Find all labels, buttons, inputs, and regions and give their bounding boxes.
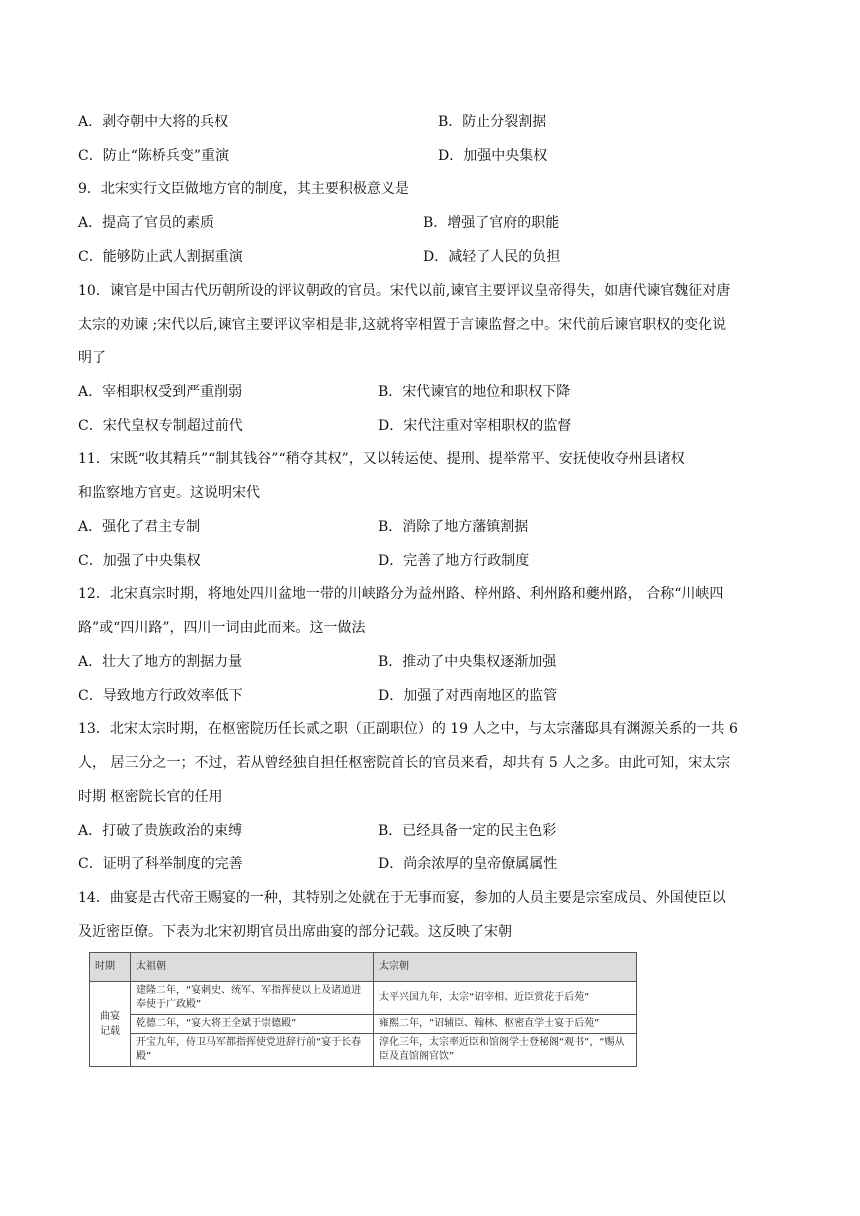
q13-stem-line3: 时期 枢密院长官的任用: [78, 789, 223, 805]
taizong-record-3: 淳化三年，太宗率近臣和馆阁学士登秘阁“观书”，“赐从臣及直馆阁官饮”: [374, 1034, 637, 1067]
table-row: [90, 982, 637, 1015]
row-label-text: 曲宴记载: [100, 1011, 120, 1037]
q14-stem-line2: 及近密臣僚。下表为北宋初期官员出席曲宴的部分记载。这反映了宋朝: [78, 924, 512, 940]
taizong-record-1: 太平兴国九年，太宗“诏宰相、近臣赏花于后苑”: [374, 982, 637, 1015]
q11-stem-line2: 和监察地方官吏。这说明宋代: [78, 485, 260, 501]
header-taizu: 太祖朝: [131, 953, 374, 982]
q13-stem-line2: 人， 居三分之一；不过，若从曾经独自担任枢密院首长的官员来看，却共有 5 人之多。由此可知，宋太宗: [78, 755, 731, 771]
q12-option-c[interactable]: C．导致地方行政效率低下: [78, 688, 243, 704]
q10-stem-line1: 10．谏官是中国古代历朝所设的评议朝政的官员。宋代以前,谏官主要评议皇帝得失，如唐代谏官魏征对唐: [78, 283, 731, 299]
q9-stem: 9．北宋实行文臣做地方官的制度，其主要积极意义是: [78, 181, 409, 197]
q12-option-d[interactable]: D．加强了对西南地区的监管: [378, 688, 558, 704]
q11-option-a[interactable]: A．强化了君主专制: [78, 519, 201, 535]
q9-option-b[interactable]: B．增强了官府的职能: [423, 215, 560, 231]
q10-stem-line2: 太宗的劝谏 ;宋代以后,谏官主要评议宰相是非,这就将宰相置于言谏监督之中。宋代前后谏官职权的变化说: [78, 317, 727, 333]
q13-option-b[interactable]: B．已经具备一定的民主色彩: [378, 823, 557, 839]
q10-option-d[interactable]: D．宋代注重对宰相职权的监督: [378, 418, 572, 434]
q11-option-b[interactable]: B．消除了地方藩镇割据: [378, 519, 529, 535]
feast-records-table: [89, 952, 637, 1067]
q11-option-c[interactable]: C．加强了中央集权: [78, 553, 201, 569]
q12-option-a[interactable]: A．壮大了地方的割据力量: [78, 654, 243, 670]
q10-option-a[interactable]: A．宰相职权受到严重削弱: [78, 384, 243, 400]
header-taizong: 太宗朝: [374, 953, 637, 982]
taizu-record-1: 建隆二年，“宴刺史、统军、军指挥使以上及诸道进奉使于广政殿”: [131, 982, 374, 1015]
q13-stem-line1: 13．北宋太宗时期，在枢密院历任长贰之职（正副职位）的 19 人之中，与太宗藩邸具有渊源关系的一共 6: [78, 721, 738, 737]
q9-option-a[interactable]: A．提高了官员的素质: [78, 215, 215, 231]
q12-stem-line1: 12．北宋真宗时期，将地处四川盆地一带的川峡路分为益州路、梓州路、利州路和夔州路， 合称“川峡四: [78, 586, 724, 602]
q14-stem-line1: 14．曲宴是古代帝王赐宴的一种，其特别之处就在于无事而宴，参加的人员主要是宗室成员、外国使臣以: [78, 890, 726, 906]
q8-option-a[interactable]: A．剥夺朝中大将的兵权: [78, 114, 229, 130]
q13-option-d[interactable]: D．尚余浓厚的皇帝僚属属性: [378, 856, 558, 872]
row-label-feast-records: [90, 982, 131, 1067]
table-row: [90, 1034, 637, 1067]
table-header-row: [90, 953, 637, 982]
q12-stem-line2: 路”或“四川路”，四川一词由此而来。这一做法: [78, 620, 366, 636]
q9-option-c[interactable]: C．能够防止武人割据重演: [78, 249, 243, 265]
q13-option-a[interactable]: A．打破了贵族政治的束缚: [78, 823, 243, 839]
q11-option-d[interactable]: D．完善了地方行政制度: [378, 553, 530, 569]
q10-option-c[interactable]: C．宋代皇权专制超过前代: [78, 418, 243, 434]
q10-stem-line3: 明了: [78, 350, 106, 366]
q8-option-b[interactable]: B．防止分裂割据: [438, 114, 547, 130]
taizong-record-2: 雍熙二年，“诏辅臣、翰林、枢密直学士宴于后苑”: [374, 1015, 637, 1034]
q8-option-c[interactable]: C．防止“陈桥兵变”重演: [78, 148, 230, 164]
taizu-record-2: 乾德二年，“宴大将王全斌于崇德殿”: [131, 1015, 374, 1034]
header-period: 时期: [90, 953, 131, 982]
q10-option-b[interactable]: B．宋代谏官的地位和职权下降: [378, 384, 571, 400]
q9-option-d[interactable]: D．减轻了人民的负担: [423, 249, 561, 265]
q8-option-d[interactable]: D．加强中央集权: [438, 148, 548, 164]
q11-stem-line1: 11．宋既“收其精兵”“制其钱谷”“稍夺其权”，又以转运使、提刑、提举常平、安抚使收夺州县诸权: [78, 451, 685, 467]
table-row: [90, 1015, 637, 1034]
q13-option-c[interactable]: C．证明了科举制度的完善: [78, 856, 243, 872]
feast-records-table-wrap: [89, 952, 637, 1067]
taizu-record-3: 开宝九年，侍卫马军都指挥使党进辞行前“宴于长春殿”: [131, 1034, 374, 1067]
q12-option-b[interactable]: B．推动了中央集权逐渐加强: [378, 654, 557, 670]
